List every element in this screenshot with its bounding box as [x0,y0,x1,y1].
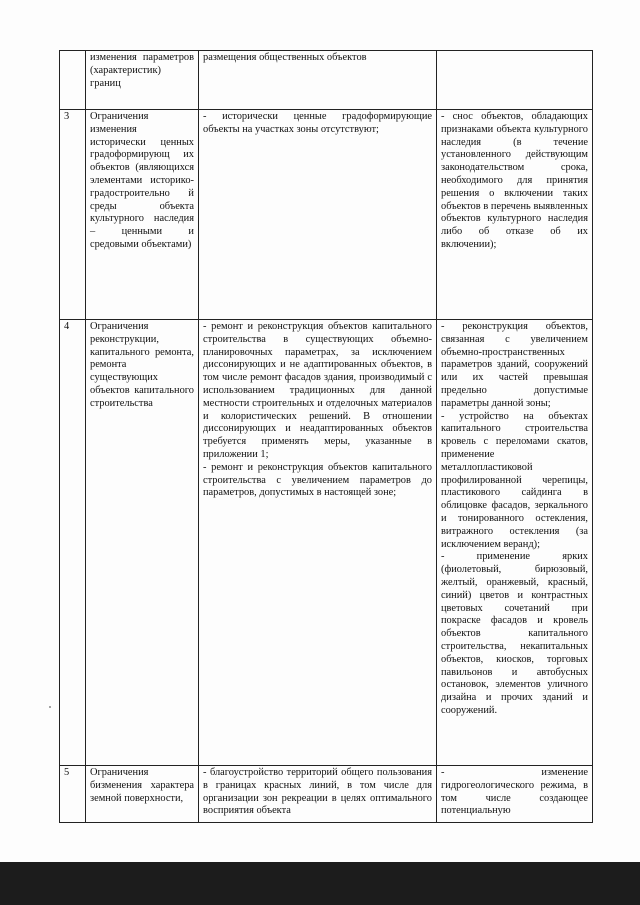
restriction-name-text: Ограничения реконструкции, капитального ремонта, ремонта существующих объектов капитального строительства [90,321,194,409]
table-row [60,320,593,766]
allowed-cell [199,110,437,320]
table-row [60,766,593,823]
allowed-text: размещения общественных объектов [203,52,367,63]
scan-speck [49,706,51,708]
restriction-name-text: Ограничения изменения исторически ценных градоформирующ их объектов (являющихся элементами историко-градостроительно й среды объекта культурного наследия – ценными и средовыми объектами) [90,111,194,250]
allowed-text: - ремонт и реконструкция объектов капитального строительства с увеличением параметров до параметров, допустимых в настоящей зоне; [203,461,432,499]
forbidden-cell [437,51,593,110]
forbidden-text: - изменение гидрогеологического режима, в том числе создающее потенциальную [441,767,588,817]
forbidden-text: - реконструкция объектов, связанная с увеличением объемно-пространственных параметров зданий, сооружений или их частей превышая предельно допустимые параметры данной зоны; [441,321,588,409]
forbidden-cell [437,110,593,320]
row-number [60,51,86,110]
row-number: 3 [60,110,86,320]
restrictions-table [59,50,593,823]
forbidden-cell [437,320,593,766]
restriction-name-text: Ограничения бизменения характера земной поверхности, [90,767,194,804]
allowed-text: - благоустройство территорий общего пользования в границах красных линий, в том числе для организации зон рекреации в целях оптимального восприятия объекта [203,767,432,817]
row-number: 5 [60,766,86,823]
forbidden-text: - снос объектов, обладающих признаками объекта культурного наследия (в течение установленного действующим законодательством срока, необходимого для принятия решения о включении таких объектов в перечень выявленных объектов культурного наследия либо об отказе об их включении); [441,111,588,250]
allowed-text: - исторически ценные градоформирующие объекты на участках зоны отсутствуют; [203,111,432,135]
allowed-cell [199,766,437,823]
restriction-name [86,51,199,110]
forbidden-cell [437,766,593,823]
allowed-cell [199,320,437,766]
forbidden-text: - применение ярких (фиолетовый, бирюзовый, желтый, оранжевый, красный, синий) цветов и контрастных цветовых сочетаний при покраске фасадов и кровель объектов капитального строительства, некапитальных объектов, киосков, торговых павильонов и автобусных остановок, элементов уличного дизайна и прочих зданий и сооружений. [441,551,588,716]
restriction-name [86,110,199,320]
restriction-name-text: изменения параметров (характеристик) границ [90,52,194,89]
allowed-cell [199,51,437,110]
allowed-text: - ремонт и реконструкция объектов капитального строительства в существующих объемно-планировочных параметрах, за исключением диссонирующих и не адаптированных объектов, в том числе ремонт фасадов здания, производимый с использованием традиционных для данной местности строительных и отделочных материалов и колористических решений. В отношении диссонирующих и неадаптированных объектов требуется применять меры, указанные в приложении 1; [203,321,432,460]
restriction-name [86,320,199,766]
scan-bottom-edge [0,862,640,905]
table-row [60,110,593,320]
table-row [60,51,593,110]
forbidden-text: - устройство на объектах капитального строительства кровель с переломами скатов, применение металлопластиковой профилированной черепицы, пластикового сайдинга в облицовке фасадов, зеркального и тонированного остекления, витражного остекления (за исключением веранд); [441,410,588,550]
row-number: 4 [60,320,86,766]
restriction-name [86,766,199,823]
